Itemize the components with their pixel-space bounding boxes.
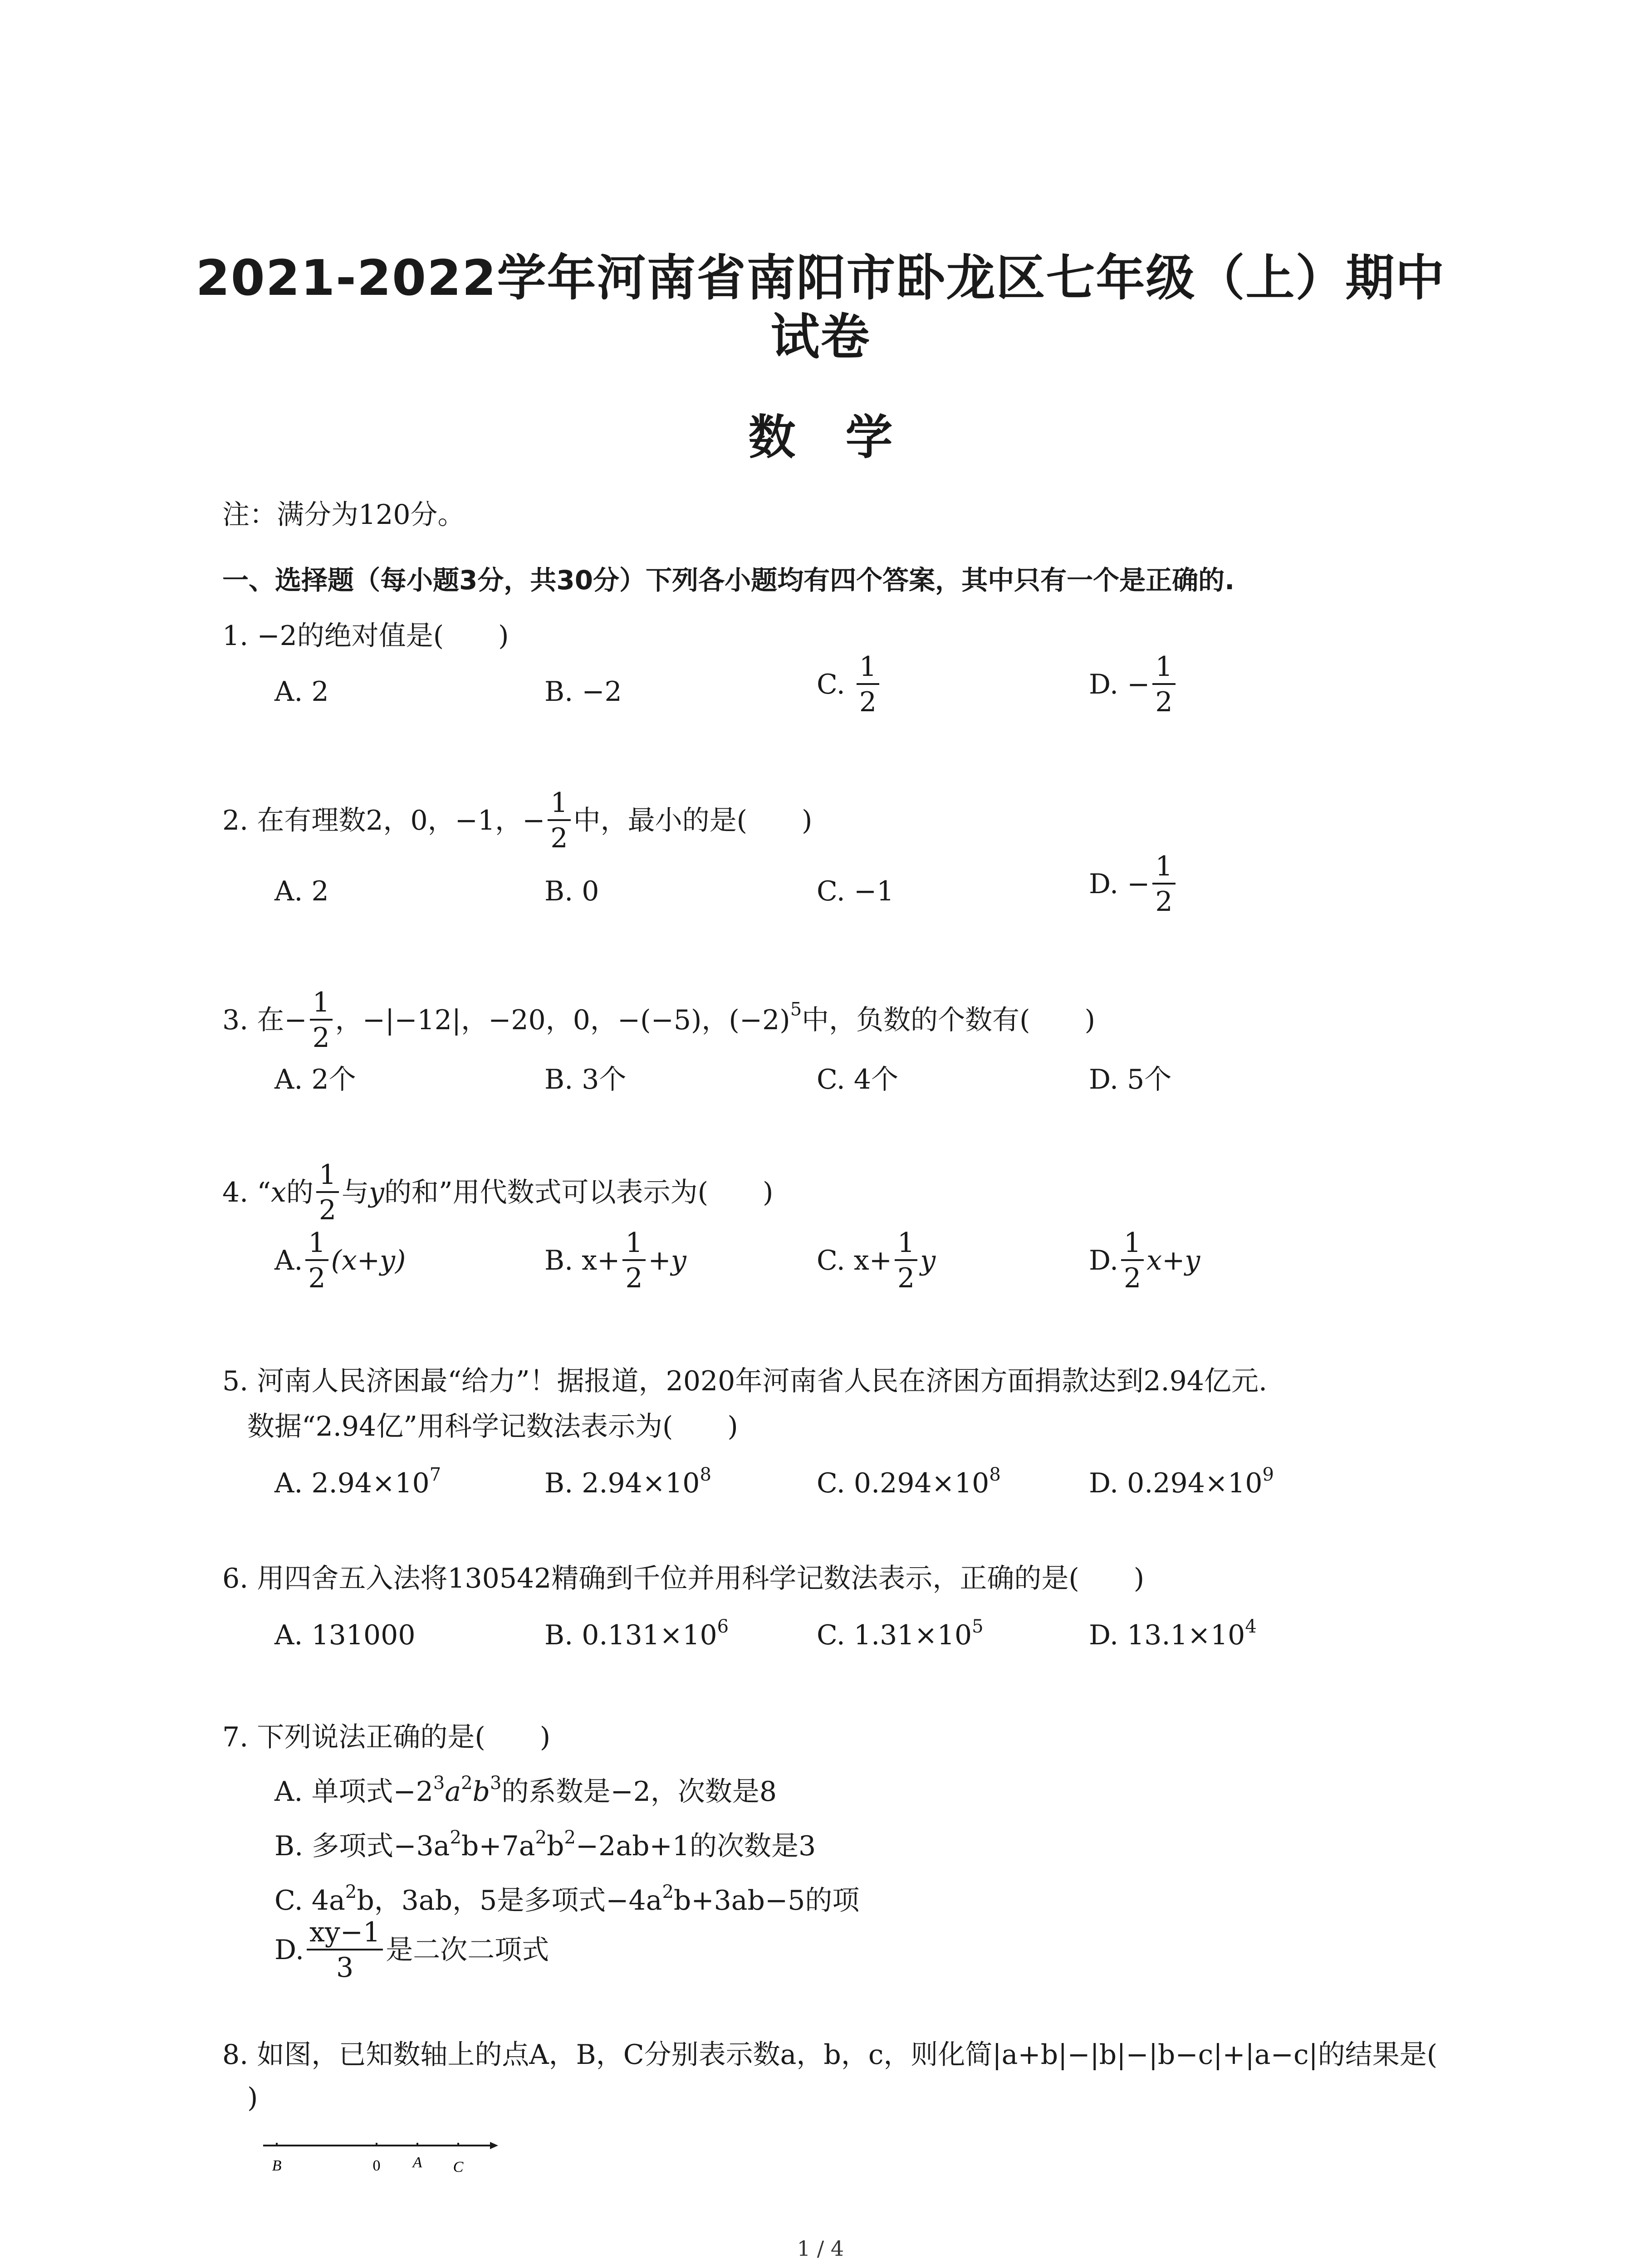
question-1-stem: 1. −2的绝对值是( ) [222, 620, 509, 652]
fraction: $\frac{1}{2}$ [1121, 1229, 1144, 1292]
q2-option-a: A. 2 [274, 875, 329, 907]
fraction: $\frac{1}{2}$ [310, 989, 333, 1051]
fraction: $\frac{1}{2}$ [1152, 853, 1175, 915]
q7-option-a: A. 单项式$-2^3a^2b^3$的系数是−2，次数是8 [274, 1773, 777, 1808]
page-number: 1 / 4 [797, 2236, 844, 2261]
question-5-stem-line1: 5. 河南人民济困最“给力”！据报道，2020年河南省人民在济困方面捐款达到2.94亿元. [222, 1365, 1268, 1397]
q7-option-c: C. $4a^2b$，3ab，5是多项式$-4a^2b+3ab-5$的项 [274, 1882, 860, 1916]
q2-option-c: C. −1 [817, 875, 894, 907]
q2-option-b: B. 0 [544, 875, 599, 907]
q4-option-a: A. $\frac{1}{2}$ (x+y) [274, 1227, 406, 1294]
q5-option-b: B. $2.94\times 10^8$ [544, 1464, 711, 1499]
q6-option-b: B. $0.131\times 10^6$ [544, 1616, 729, 1651]
fraction: $\frac{1}{2}$ [548, 789, 570, 852]
q1-option-a: A. 2 [274, 676, 329, 708]
fraction: $\frac{1}{2}$ [316, 1161, 339, 1224]
fraction: $\frac{1}{2}$ [857, 653, 879, 716]
axis-label-c: C [453, 2159, 464, 2175]
q1-option-c: C. $\frac{1}{2}$ [817, 653, 882, 716]
question-2-stem: 2. 在有理数2，0，−1，− $\frac{1}{2}$ 中，最小的是( ) [222, 787, 813, 854]
fraction: $\frac{1}{2}$ [1152, 653, 1175, 716]
q3-option-d: D. 5个 [1089, 1064, 1172, 1095]
q1-option-b: B. −2 [544, 676, 622, 708]
question-7-stem: 7. 下列说法正确的是( ) [222, 1721, 551, 1753]
q6-option-d: D. $13.1\times 10^4$ [1089, 1616, 1257, 1651]
q6-option-c: C. $1.31\times 10^5$ [817, 1616, 984, 1651]
question-8-stem-line2: ) [247, 2082, 258, 2114]
q3-option-b: B. 3个 [544, 1064, 627, 1095]
exam-title-line2: 试卷 [770, 309, 871, 366]
q7-option-b: B. 多项式$-3a^2b+7a^2b^2-2ab+1$的次数是3 [274, 1827, 816, 1862]
fraction: $\frac{1}{2}$ [895, 1229, 917, 1292]
question-4-stem: 4. “x的 $\frac{1}{2}$ 与y的和”用代数式可以表示为( ) [222, 1159, 774, 1226]
q7-option-d: D. $\frac{xy-1}{3}$ 是二次二项式 [274, 1916, 549, 1984]
number-line-figure [263, 2127, 499, 2182]
axis-label-a: A [412, 2154, 422, 2171]
fraction: $\frac{1}{2}$ [305, 1229, 328, 1292]
q1-option-d: D. − $\frac{1}{2}$ [1089, 653, 1178, 716]
axis-arrow-icon [490, 2142, 498, 2149]
q3-option-c: C. 4个 [817, 1064, 899, 1095]
q5-option-d: D. $0.294\times 10^9$ [1089, 1464, 1274, 1499]
q4-option-d: D. $\frac{1}{2}$ x+y [1089, 1227, 1200, 1294]
section1-heading: 一、选择题（每小题3分，共30分）下列各小题均有四个答案，其中只有一个是正确的. [222, 565, 1235, 596]
q5-option-a: A. $2.94\times 10^7$ [274, 1464, 441, 1499]
q2-option-d: D. − $\frac{1}{2}$ [1089, 853, 1178, 915]
score-note: 注：满分为120分。 [222, 499, 465, 531]
subject-heading: 数学 [748, 410, 943, 465]
q5-option-c: C. $0.294\times 10^8$ [817, 1464, 1001, 1499]
question-5-stem-line2: 数据“2.94亿”用科学记数法表示为( ) [247, 1411, 738, 1442]
axis-label-0: 0 [372, 2157, 381, 2174]
question-6-stem: 6. 用四舍五入法将130542精确到千位并用科学记数法表示，正确的是( ) [222, 1563, 1145, 1594]
q4-option-c: C. x+ $\frac{1}{2}$ y [817, 1227, 936, 1294]
fraction: $\frac{1}{2}$ [622, 1229, 645, 1292]
q4-option-b: B. x+ $\frac{1}{2}$ +y [544, 1227, 686, 1294]
question-8-stem-line1: 8. 如图，已知数轴上的点A，B，C分别表示数a，b，c，则化简|a+b|−|b|−|b−c|+|a−c|的结果是( [222, 2039, 1438, 2071]
q6-option-a: A. 131000 [274, 1619, 416, 1651]
q3-option-a: A. 2个 [274, 1064, 356, 1095]
axis-label-b: B [272, 2157, 282, 2174]
exam-title-line1: 2021-2022学年河南省南阳市卧龙区七年级（上）期中 [196, 250, 1445, 307]
fraction: $\frac{xy-1}{3}$ [307, 1919, 383, 1981]
question-3-stem: 3. 在− $\frac{1}{2}$ ，−|−12|，−20，0，−(−5)，$(-2)^5$中，负数的个数有( ) [222, 987, 1095, 1054]
